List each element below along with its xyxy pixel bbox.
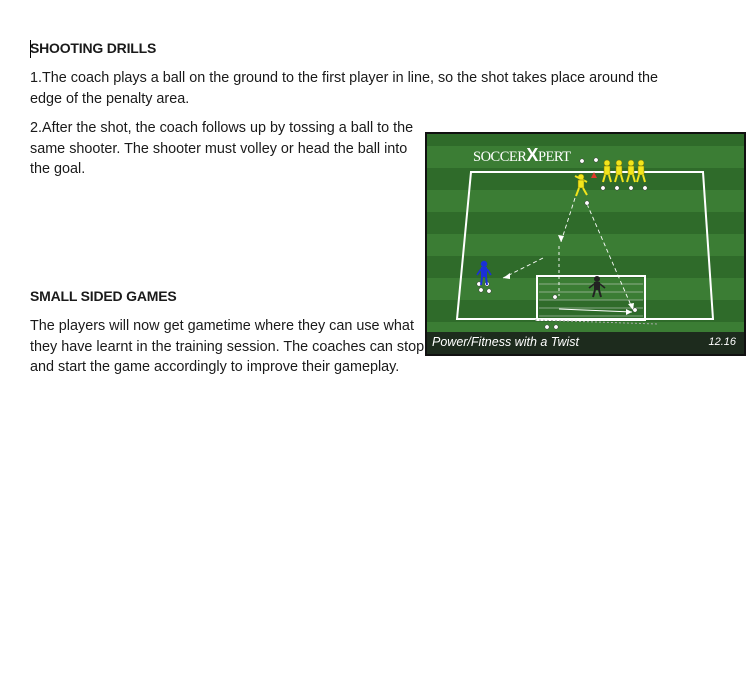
small-sided-games-heading: SMALL SIDED GAMES xyxy=(30,288,177,304)
shooting-step-2-line-1: 2.After the shot, the coach follows up by tossing a ball to the xyxy=(30,120,414,136)
shooting-step-1-line-2: edge of the penalty area. xyxy=(30,90,190,107)
figure-number: 12.16 xyxy=(708,336,736,348)
shooting-step-2-line-2: same shooter. The shooter must volley or head the ball into xyxy=(30,140,408,157)
logo-text-right: PERT xyxy=(537,149,571,165)
shooting-step-1-line-1: 1.The coach plays a ball on the ground to the first player in line, so the shot takes place around the xyxy=(30,70,658,86)
shooting-drill-step-1 xyxy=(30,68,658,109)
small-sided-line-1: The players will now get gametime where they can use what xyxy=(30,318,414,334)
logo-text-left: SOCCER xyxy=(473,149,527,165)
small-sided-line-3: and start the game accordingly to improve their gameplay. xyxy=(30,359,400,376)
drill-diagram-image xyxy=(425,132,746,356)
logo-x-mark: X xyxy=(526,145,538,165)
shooting-drills-heading: SHOOTING DRILLS xyxy=(30,40,157,56)
small-sided-line-2: they have learnt in the training session. The coaches can stop xyxy=(30,338,425,355)
small-sided-games-paragraph xyxy=(30,316,424,378)
soccerxpert-logo xyxy=(473,145,571,166)
figure-caption: Power/Fitness with a Twist xyxy=(432,335,580,349)
shooting-step-2-line-3: the goal. xyxy=(30,161,86,178)
pitch-diagram xyxy=(427,134,744,354)
shooting-drill-step-2 xyxy=(30,118,413,180)
figure-caption-bar xyxy=(427,332,744,354)
